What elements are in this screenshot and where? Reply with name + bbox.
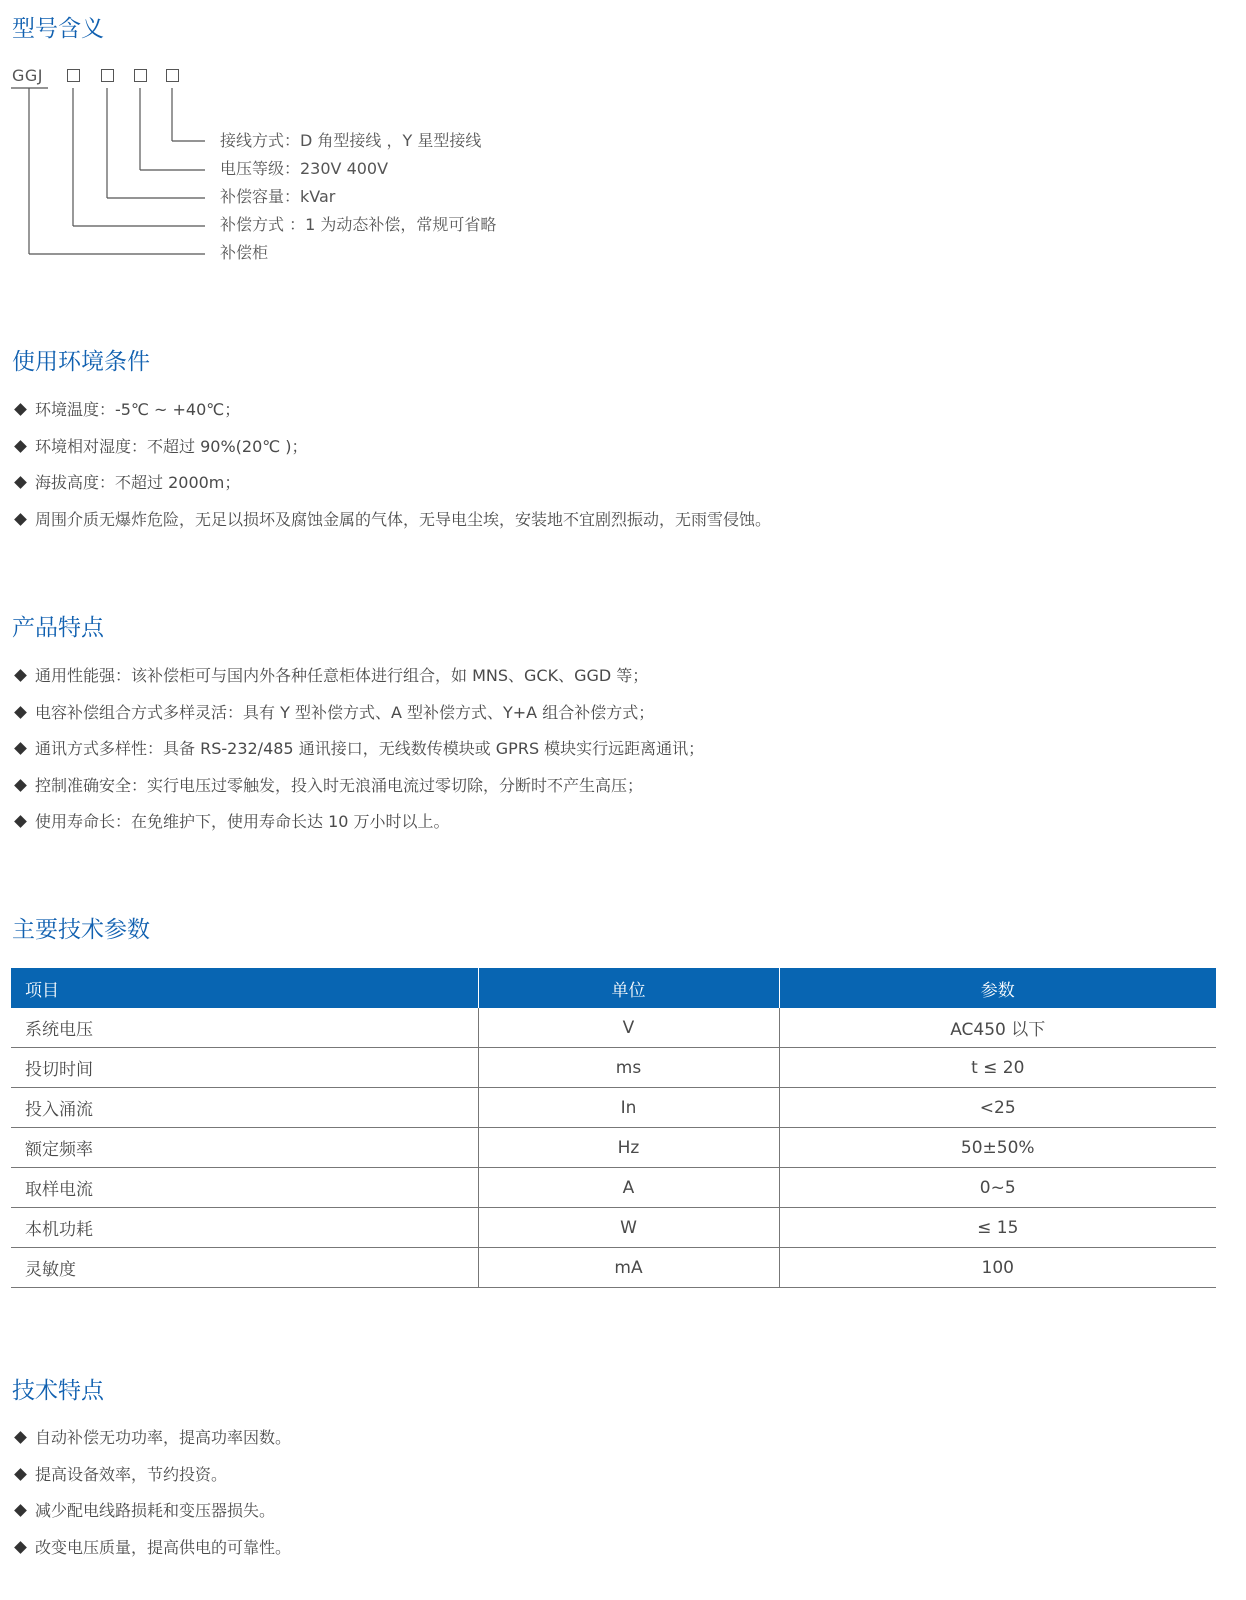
model-label-capacity: 补偿容量：kVar xyxy=(220,187,336,206)
table-header-row xyxy=(11,968,1216,1008)
table-row: 额定频率 Hz 50±50% xyxy=(11,1128,1216,1168)
diamond-bullet-icon xyxy=(14,476,27,489)
header-unit: 单位 xyxy=(478,968,779,1008)
model-label-wiring: 接线方式：D 角型接线 ，Y 星型接线 xyxy=(220,131,482,150)
header-item: 项目 xyxy=(11,968,478,1008)
tech-title: 技术特点 xyxy=(12,1378,104,1404)
table-row: 投入涌流 In <25 xyxy=(11,1088,1216,1128)
list-item: 海拔高度：不超过 2000m； xyxy=(12,473,771,510)
diamond-bullet-icon xyxy=(14,669,27,682)
params-title: 主要技术参数 xyxy=(12,917,150,943)
list-item: 环境相对湿度：不超过 90%(20℃ )； xyxy=(12,437,771,474)
table-row: 取样电流 A 0~5 xyxy=(11,1168,1216,1208)
features-list xyxy=(12,666,704,849)
model-section-title: 型号含义 xyxy=(12,16,104,42)
model-label-method: 补偿方式 ：1 为动态补偿，常规可省略 xyxy=(220,215,497,234)
list-item: 改变电压质量，提高供电的可靠性。 xyxy=(12,1538,291,1575)
table-row: 投切时间 ms t ≤ 20 xyxy=(11,1048,1216,1088)
list-item: 自动补偿无功功率，提高功率因数。 xyxy=(12,1428,291,1465)
diamond-bullet-icon xyxy=(14,1468,27,1481)
diamond-bullet-icon xyxy=(14,742,27,755)
features-title: 产品特点 xyxy=(12,615,104,641)
list-item: 使用寿命长：在免维护下，使用寿命长达 10 万小时以上。 xyxy=(12,812,704,849)
list-item: 通讯方式多样性：具备 RS-232/485 通讯接口，无线数传模块或 GPRS 模块实行远距离通讯； xyxy=(12,739,704,776)
list-item: 环境温度：-5℃ ~ +40℃； xyxy=(12,400,771,437)
list-item: 减少配电线路损耗和变压器损失。 xyxy=(12,1501,291,1538)
list-item: 通用性能强：该补偿柜可与国内外各种任意柜体进行组合，如 MNS、GCK、GGD 等； xyxy=(12,666,704,703)
list-item: 电容补偿组合方式多样灵活：具有 Y 型补偿方式、A 型补偿方式、Y+A 组合补偿方式； xyxy=(12,703,704,740)
environment-list xyxy=(12,400,771,546)
diamond-bullet-icon xyxy=(14,440,27,453)
list-item: 控制准确安全：实行电压过零触发，投入时无浪涌电流过零切除，分断时不产生高压； xyxy=(12,776,704,813)
params-table xyxy=(11,968,1216,1288)
model-label-cabinet: 补偿柜 xyxy=(220,243,269,262)
diamond-bullet-icon xyxy=(14,706,27,719)
diamond-bullet-icon xyxy=(14,1541,27,1554)
tech-list xyxy=(12,1428,291,1574)
diamond-bullet-icon xyxy=(14,403,27,416)
diamond-bullet-icon xyxy=(14,513,27,526)
model-prefix: GGJ xyxy=(12,66,44,85)
table-row: 灵敏度 mA 100 xyxy=(11,1248,1216,1288)
diamond-bullet-icon xyxy=(14,1431,27,1444)
header-value: 参数 xyxy=(779,968,1216,1008)
diamond-bullet-icon xyxy=(14,779,27,792)
table-row: 本机功耗 W ≤ 15 xyxy=(11,1208,1216,1248)
list-item: 周围介质无爆炸危险，无足以损坏及腐蚀金属的气体，无导电尘埃，安装地不宜剧烈振动，无雨雪侵蚀。 xyxy=(12,510,771,547)
model-label-voltage: 电压等级：230V 400V xyxy=(220,159,389,178)
model-code-diagram xyxy=(0,60,620,280)
list-item: 提高设备效率，节约投资。 xyxy=(12,1465,291,1502)
diamond-bullet-icon xyxy=(14,816,27,829)
table-row: 系统电压 V AC450 以下 xyxy=(11,1008,1216,1048)
diamond-bullet-icon xyxy=(14,1504,27,1517)
environment-title: 使用环境条件 xyxy=(12,349,150,375)
